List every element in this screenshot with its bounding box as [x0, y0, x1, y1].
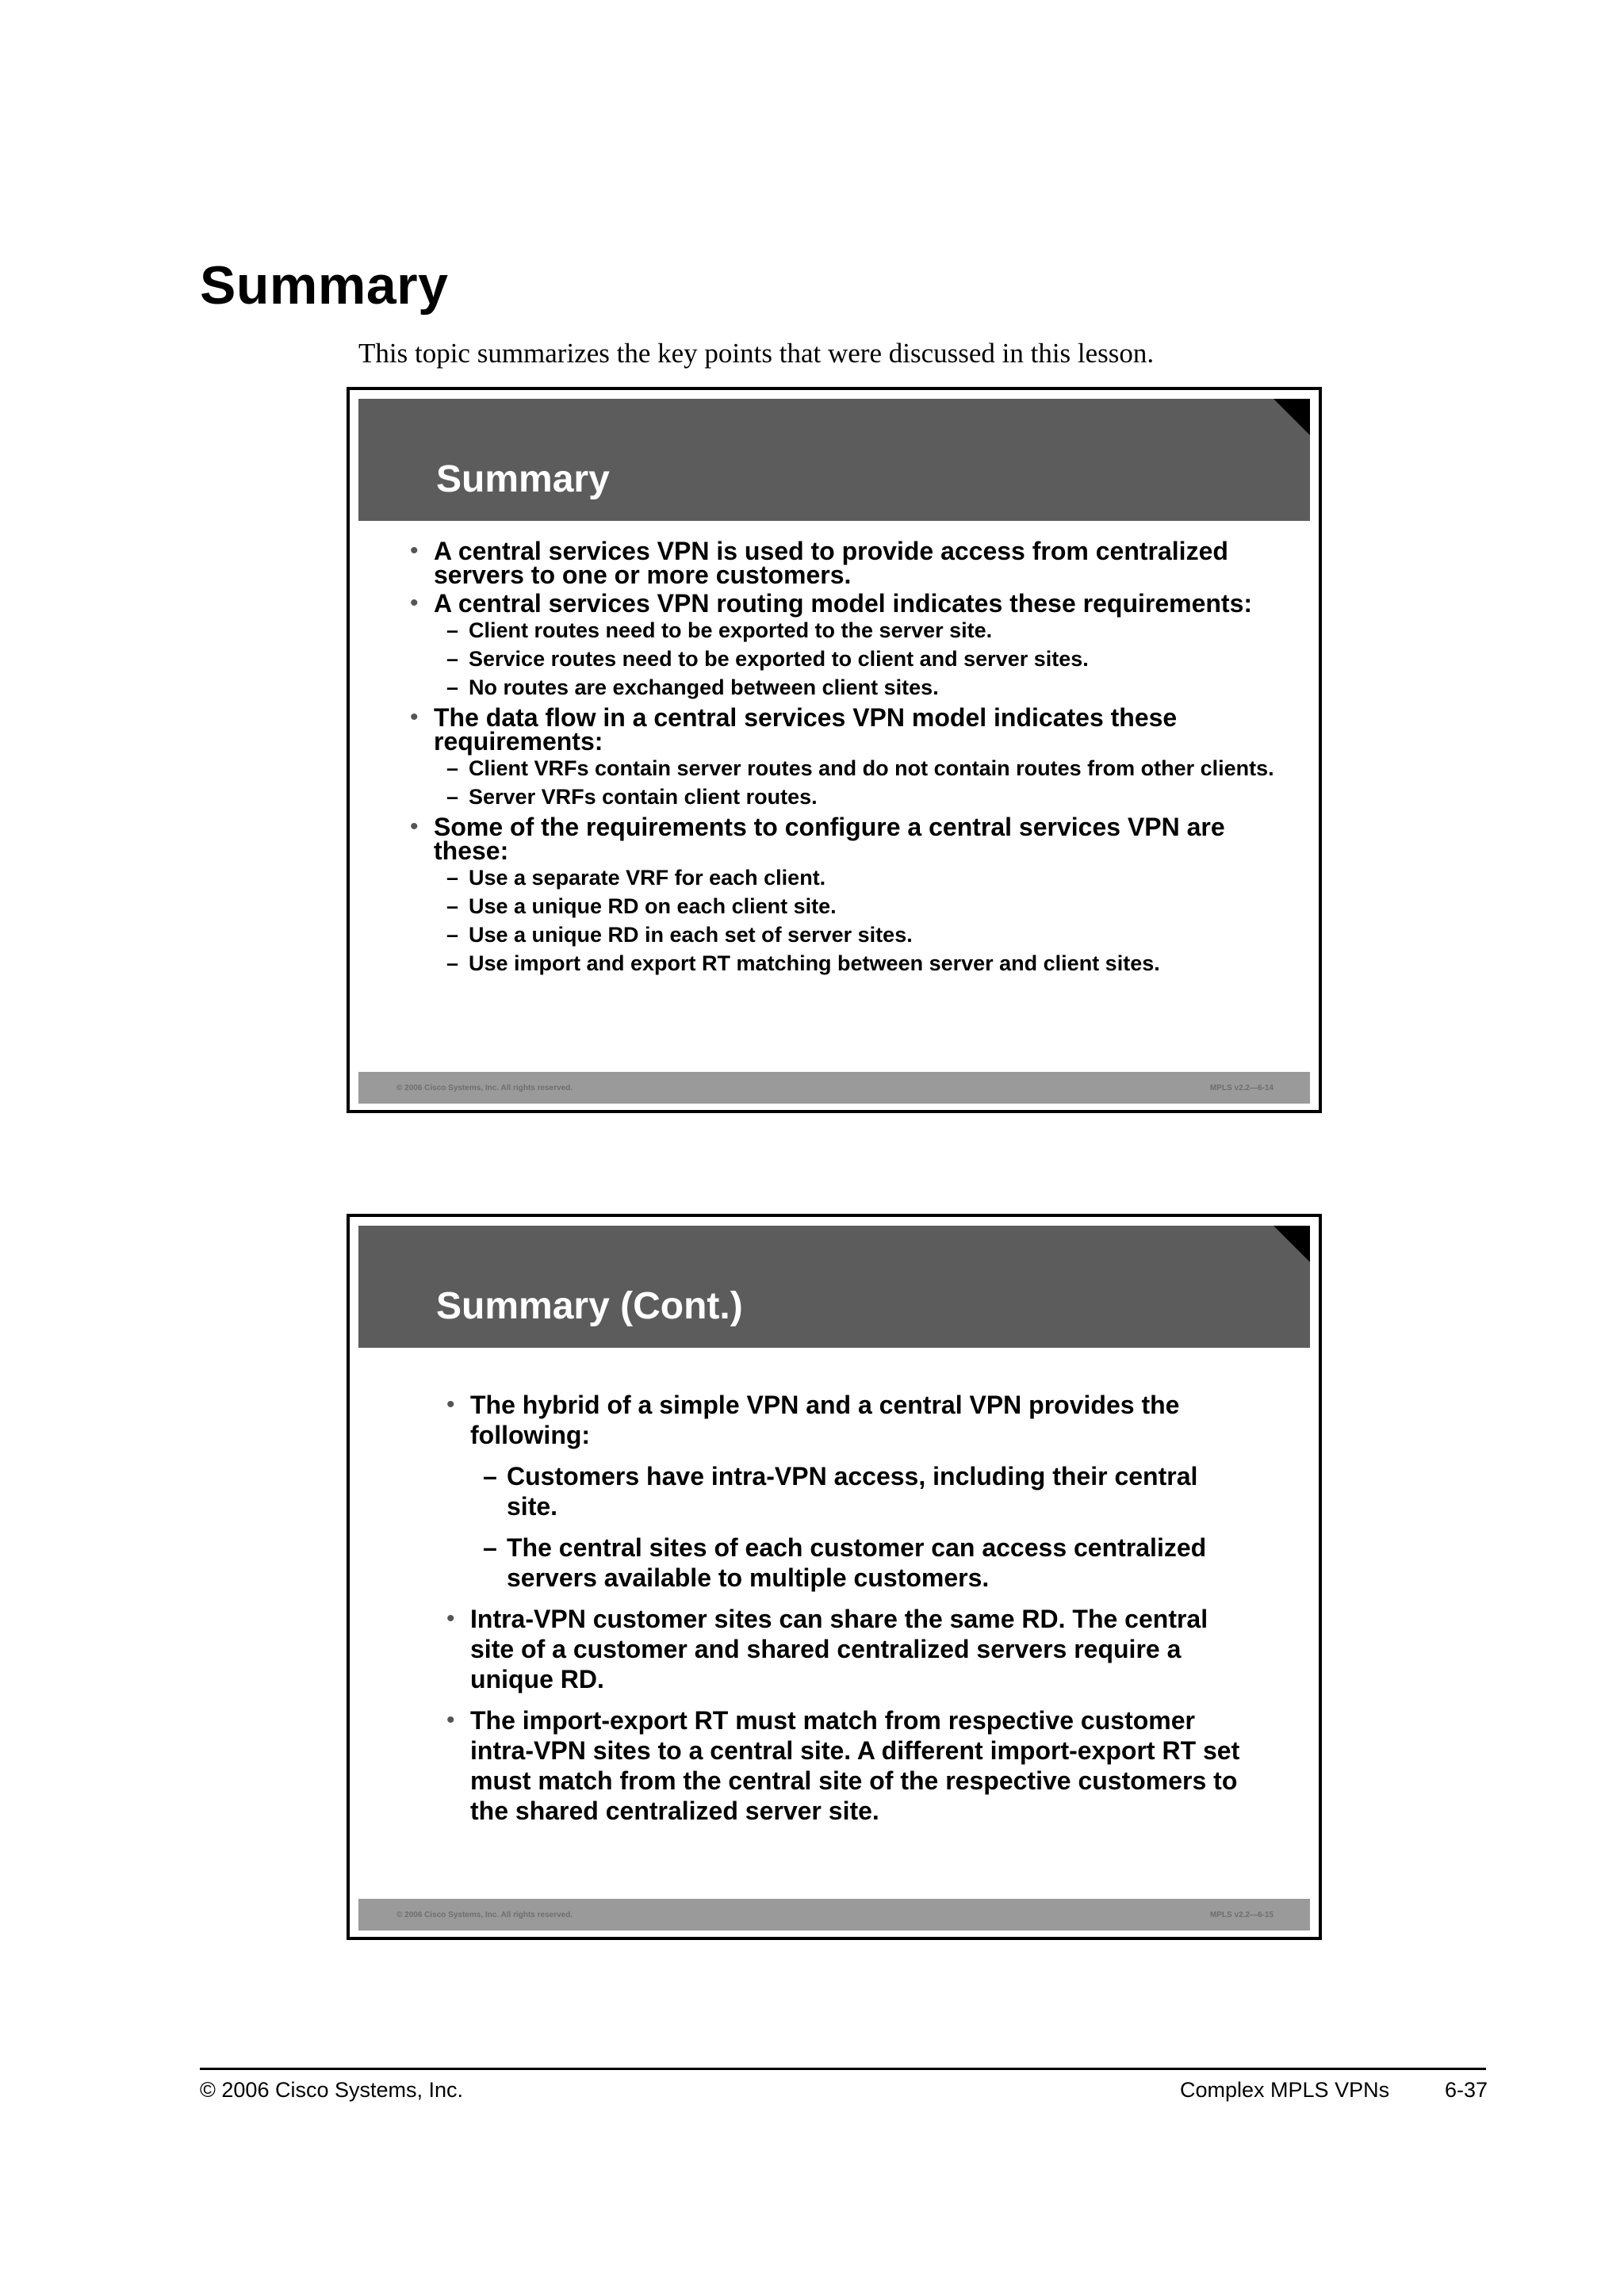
bullet-item	[350, 1705, 1319, 1826]
sub-list	[350, 1461, 1319, 1593]
bullet-text: Some of the requirements to configure a central services VPN are these:	[434, 813, 1225, 865]
bullet-text: A central services VPN is used to provide access from centralized servers to one or more customers.	[434, 537, 1228, 589]
bullet-text: The hybrid of a simple VPN and a central VPN provides the following:	[470, 1391, 1180, 1449]
footer-copyright: © 2006 Cisco Systems, Inc.	[200, 2078, 464, 2102]
sub-list	[350, 620, 1319, 698]
bullet-item	[350, 539, 1319, 587]
sub-bullet-item	[350, 924, 1319, 945]
bullet-icon: •	[410, 590, 419, 616]
sub-bullet-text: No routes are exchanged between client sites.	[469, 675, 939, 699]
bullet-text: A central services VPN routing model indicates these requirements:	[434, 589, 1253, 618]
sub-bullet-item	[350, 896, 1319, 916]
sub-bullet-item	[350, 677, 1319, 698]
sub-bullet-text: Customers have intra-VPN access, including their central site.	[507, 1462, 1198, 1521]
slide-code: MPLS v2.2—6-15	[1209, 1911, 1274, 1919]
dash-icon: –	[483, 1462, 497, 1490]
dash-icon: –	[446, 675, 459, 699]
slide-summary-cont	[347, 1214, 1322, 1940]
page-heading: Summary	[200, 255, 449, 316]
dash-icon: –	[446, 866, 459, 890]
sub-bullet-item	[350, 867, 1319, 888]
dash-icon: –	[446, 618, 459, 642]
bullet-item	[350, 1604, 1319, 1694]
sub-bullet-text: Use import and export RT matching between server and client sites.	[469, 951, 1160, 975]
sub-list	[350, 758, 1319, 807]
sub-bullet-text: Client VRFs contain server routes and do not contain routes from other clients.	[469, 756, 1274, 780]
slide-body	[350, 539, 1319, 982]
slide-body	[350, 1390, 1319, 1837]
corner-fold-icon	[1274, 1226, 1310, 1262]
sub-bullet-text: Client routes need to be exported to the server site.	[469, 618, 993, 642]
slide-footer	[358, 1072, 1310, 1104]
slide-code: MPLS v2.2—6-14	[1209, 1084, 1274, 1093]
dash-icon: –	[446, 756, 459, 780]
slide-title: Summary (Cont.)	[436, 1285, 743, 1327]
sub-bullet-text: Service routes need to be exported to client and server sites.	[469, 647, 1089, 671]
sub-bullet-text: The central sites of each customer can access centralized servers available to multiple customers.	[507, 1533, 1207, 1592]
dash-icon: –	[483, 1533, 497, 1562]
bullet-text: Intra-VPN customer sites can share the same RD. The central site of a customer and shared centralized servers require a unique RD.	[470, 1605, 1208, 1693]
dash-icon: –	[446, 951, 459, 975]
sub-list	[350, 867, 1319, 974]
slide-copyright: © 2006 Cisco Systems, Inc. All rights reserved.	[396, 1084, 573, 1093]
bullet-icon: •	[446, 1707, 455, 1733]
slide-title: Summary	[436, 458, 610, 500]
bullet-icon: •	[446, 1605, 455, 1632]
bullet-icon: •	[410, 813, 419, 840]
bullet-item	[350, 703, 1319, 756]
bullet-item	[350, 1390, 1319, 1450]
corner-fold-icon	[1274, 399, 1310, 435]
bullet-icon: •	[446, 1391, 455, 1418]
slide-header	[358, 1226, 1310, 1348]
bullet-text: The data flow in a central services VPN model indicates these requirements:	[434, 703, 1178, 756]
bullet-text: The import-export RT must match from respective customer intra-VPN sites to a central site. A different import-export RT set must match from the central site of the respective customers to the shared centralized server site.	[470, 1706, 1240, 1825]
sub-bullet-item	[350, 1461, 1319, 1521]
slide-copyright: © 2006 Cisco Systems, Inc. All rights reserved.	[396, 1911, 573, 1919]
footer-divider	[200, 2068, 1486, 2070]
footer-course-title: Complex MPLS VPNs	[1180, 2078, 1390, 2102]
intro-text: This topic summarizes the key points that were discussed in this lesson.	[358, 338, 1155, 369]
slide-footer	[358, 1899, 1310, 1931]
sub-bullet-text: Use a unique RD in each set of server sites.	[469, 923, 913, 947]
slide-summary	[347, 387, 1322, 1113]
slide-header	[358, 399, 1310, 521]
sub-bullet-text: Use a unique RD on each client site.	[469, 894, 837, 918]
dash-icon: –	[446, 923, 459, 947]
dash-icon: –	[446, 785, 459, 809]
sub-bullet-item	[350, 953, 1319, 974]
bullet-icon: •	[410, 538, 419, 564]
dash-icon: –	[446, 894, 459, 918]
sub-bullet-text: Server VRFs contain client routes.	[469, 785, 818, 809]
sub-bullet-item	[350, 649, 1319, 669]
dash-icon: –	[446, 647, 459, 671]
sub-bullet-item	[350, 620, 1319, 641]
bullet-item	[350, 589, 1319, 618]
sub-bullet-item	[350, 786, 1319, 807]
sub-bullet-item	[350, 758, 1319, 779]
bullet-item	[350, 815, 1319, 863]
bullet-icon: •	[410, 704, 419, 730]
sub-bullet-item	[350, 1533, 1319, 1593]
footer-page-number: 6-37	[1445, 2078, 1488, 2102]
sub-bullet-text: Use a separate VRF for each client.	[469, 866, 826, 890]
